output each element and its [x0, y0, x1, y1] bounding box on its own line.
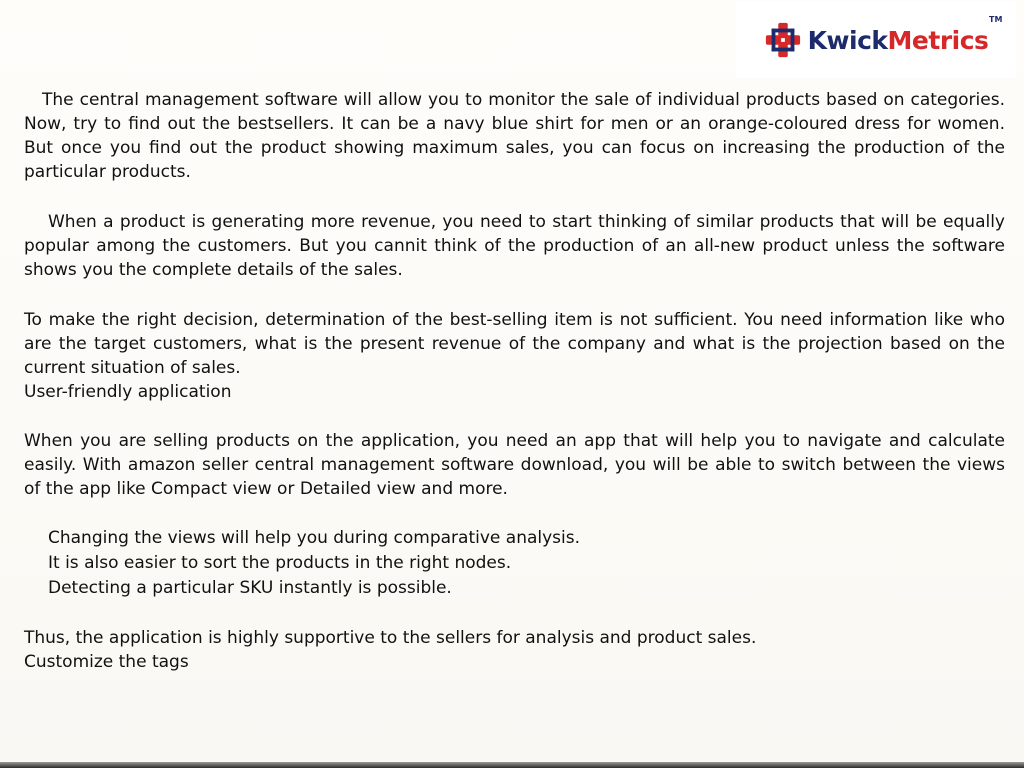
logo-wordmark: KwickMetrics — [807, 25, 989, 55]
article-body — [24, 88, 1005, 674]
logo-inner — [764, 15, 1003, 59]
paragraph-2: When a product is generating more revenue, you need to start thinking of similar products that will be equally popular among the customers. But you cannit think of the production of an all-new product unless the software shows you the complete details of the sales. — [24, 212, 1005, 280]
section-heading-user-friendly: User-friendly application — [24, 382, 232, 402]
list-item: It is also easier to sort the products in the right nodes. — [48, 553, 512, 573]
logo — [736, 2, 1016, 78]
list-item: Changing the views will help you during comparative analysis. — [48, 528, 581, 548]
trademark-mark: TM — [989, 15, 1003, 24]
paragraph-1: The central management software will allow you to monitor the sale of individual products based on categories. Now, try to find out the bestsellers. It can be a navy blue shirt for men or an orange-coloured dress for women. But once you find out the product showing maximum sales, you can focus on increasing the production of the particular products. — [24, 90, 1005, 182]
bottom-border — [0, 762, 1024, 768]
paragraph-4: When you are selling products on the application, you need an app that will help you to navigate and calculate easily. With amazon seller central management software download, you will be able to switch between the views of the app like Compact view or Detailed view and more. — [24, 431, 1005, 499]
paragraph-5: Thus, the application is highly supportive to the sellers for analysis and product sales. — [24, 628, 757, 648]
kwickmetrics-cross-logo-icon — [764, 21, 802, 59]
paragraph-3: To make the right decision, determination of the best-selling item is not sufficient. You need information like who are the target customers, what is the present revenue of the company and what is the projection based on the current situation of sales. — [24, 310, 1005, 378]
list-item: Detecting a particular SKU instantly is possible. — [48, 578, 452, 598]
section-heading-customize-tags: Customize the tags — [24, 652, 189, 672]
